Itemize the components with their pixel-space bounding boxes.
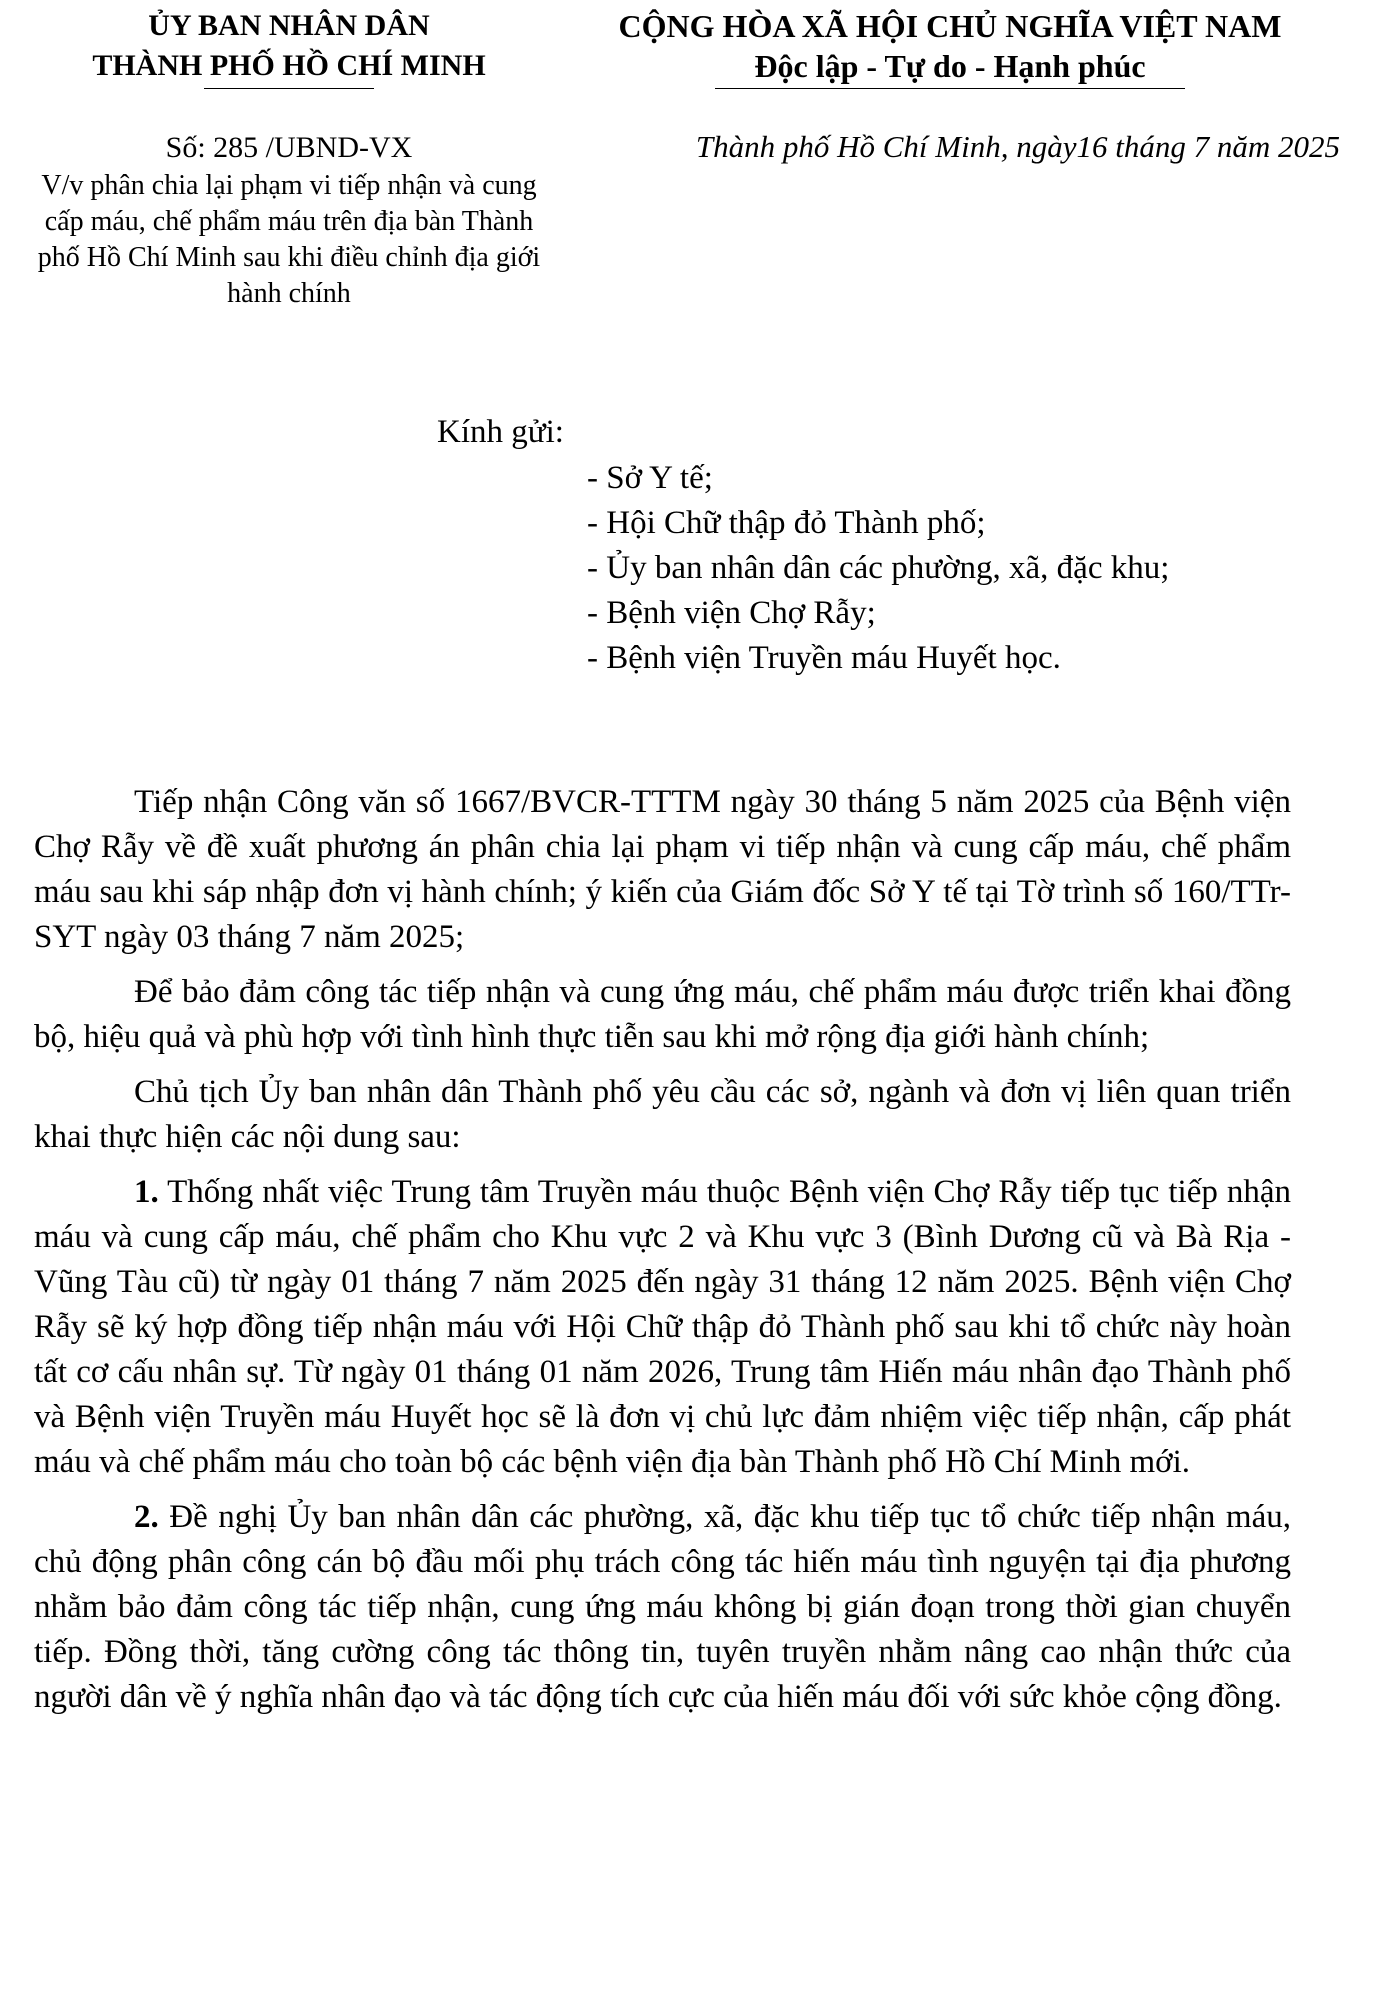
recipient-item: - Bệnh viện Truyền máu Huyết học. <box>587 640 1061 676</box>
agency-underline <box>204 88 374 89</box>
motto-underline <box>715 88 1185 89</box>
issuing-agency <box>24 6 554 89</box>
directive-item-2 <box>34 1495 1291 1720</box>
item-text: Thống nhất việc Trung tâm Truyền máu thuộc Bệnh viện Chợ Rẫy tiếp tục tiếp nhận máu và cung cấp máu, chế phẩm cho Khu vực 2 và Khu vực 3 (Bình Dương cũ và Bà Rịa - Vũng Tàu cũ) từ ngày 01 tháng 7 năm 2025 đến ngày 31 tháng 12 năm 2025. Bệnh viện Chợ Rẫy sẽ ký hợp đồng tiếp nhận máu với Hội Chữ thập đỏ Thành phố sau khi tổ chức này hoàn tất cơ cấu nhân sự. Từ ngày 01 tháng 01 năm 2026, Trung tâm Hiến máu nhân đạo Thành phố và Bệnh viện Truyền máu Huyết học sẽ là đơn vị chủ lực đảm nhiệm việc tiếp nhận, cấp phát máu và chế phẩm máu cho toàn bộ các bệnh viện địa bàn Thành phố Hồ Chí Minh mới. <box>34 1174 1291 1480</box>
national-header <box>550 6 1350 89</box>
document-subject: V/v phân chia lại phạm vi tiếp nhận và cung cấp máu, chế phẩm máu trên địa bàn Thành phố Hồ Chí Minh sau khi điều chỉnh địa giới hành chính <box>37 170 541 309</box>
country-name: CỘNG HÒA XÃ HỘI CHỦ NGHĨA VIỆT NAM <box>618 8 1282 44</box>
addressee-label: Kính gửi: <box>437 414 564 450</box>
body-paragraph-2: Để bảo đảm công tác tiếp nhận và cung ứng máu, chế phẩm máu được triển khai đồng bộ, hiệu quả và phù hợp với tình hình thực tiễn sau khi mở rộng địa giới hành chính; <box>34 974 1291 1055</box>
item-number: 1. <box>134 1174 159 1210</box>
recipient-item: - Sở Y tế; <box>587 460 713 496</box>
agency-line-1: ỦY BAN NHÂN DÂN <box>148 9 430 42</box>
recipient-list <box>587 456 1169 681</box>
recipient-item: - Hội Chữ thập đỏ Thành phố; <box>587 505 986 541</box>
item-number: 2. <box>134 1499 159 1535</box>
recipient-item: - Ủy ban nhân dân các phường, xã, đặc khu; <box>587 550 1170 586</box>
national-motto: Độc lập - Tự do - Hạnh phúc <box>754 48 1146 84</box>
directive-item-1 <box>34 1170 1291 1485</box>
body-paragraph-3: Chủ tịch Ủy ban nhân dân Thành phố yêu cầu các sở, ngành và đơn vị liên quan triển khai thực hiện các nội dung sau: <box>34 1074 1291 1155</box>
document-number: Số: 285 /UBND-VX <box>165 131 413 164</box>
document-body <box>34 780 1291 1730</box>
recipient-item: - Bệnh viện Chợ Rẫy; <box>587 595 876 631</box>
place-and-date: Thành phố Hồ Chí Minh, ngày16 tháng 7 năm 2025 <box>695 129 1340 164</box>
body-paragraph-1: Tiếp nhận Công văn số 1667/BVCR-TTTM ngày 30 tháng 5 năm 2025 của Bệnh viện Chợ Rẫy về đề xuất phương án phân chia lại phạm vi tiếp nhận và cung cấp máu, chế phẩm máu sau khi sáp nhập đơn vị hành chính; ý kiến của Giám đốc Sở Y tế tại Tờ trình số 160/TTr-SYT ngày 03 tháng 7 năm 2025; <box>34 784 1291 955</box>
agency-line-2: THÀNH PHỐ HỒ CHÍ MINH <box>92 49 486 82</box>
item-text: Đề nghị Ủy ban nhân dân các phường, xã, đặc khu tiếp tục tổ chức tiếp nhận máu, chủ động phân công cán bộ đầu mối phụ trách công tác hiến máu tình nguyện tại địa phương nhằm bảo đảm công tác tiếp nhận, cung ứng máu không bị gián đoạn trong thời gian chuyển tiếp. Đồng thời, tăng cường công tác thông tin, tuyên truyền nhằm nâng cao nhận thức của người dân về ý nghĩa nhân đạo và tác động tích cực của hiến máu đối với sức khỏe cộng đồng. <box>34 1499 1291 1715</box>
